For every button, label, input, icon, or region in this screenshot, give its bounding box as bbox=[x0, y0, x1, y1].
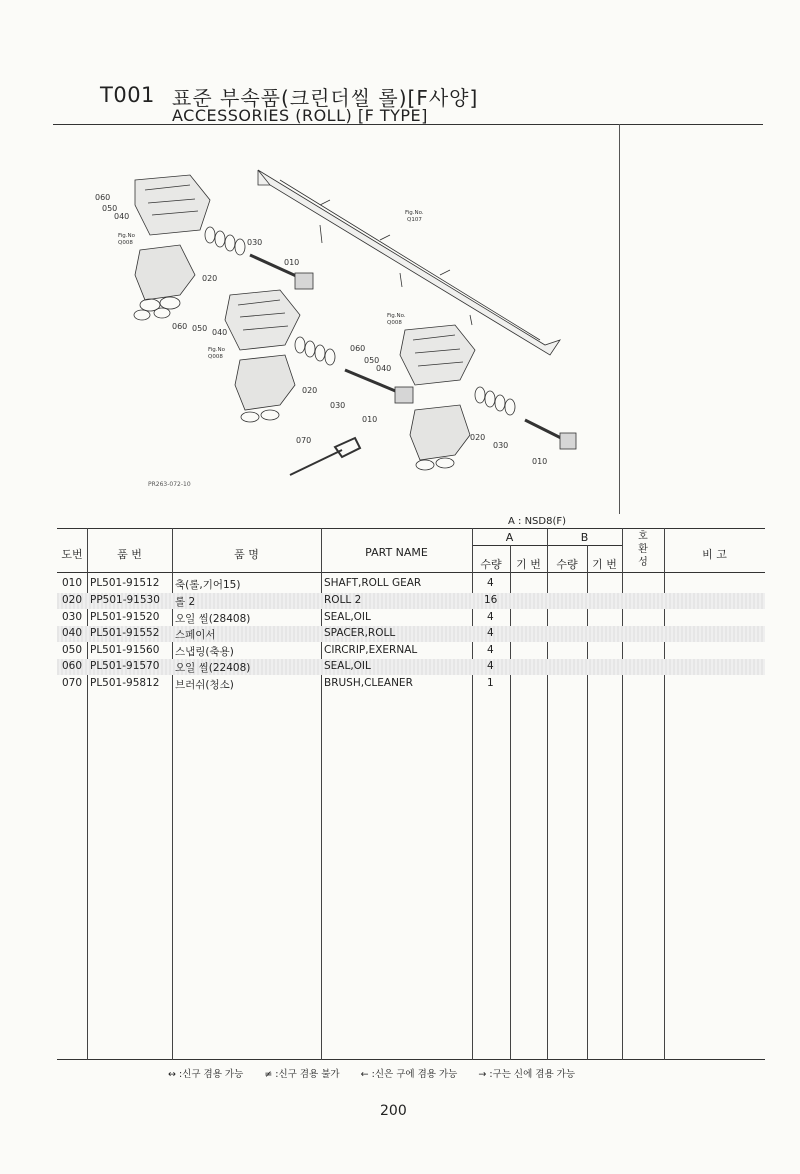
legend-item: ≠ :신구 겸용 불가 bbox=[264, 1069, 340, 1080]
table-row bbox=[57, 576, 765, 592]
col-header-group-b: B bbox=[580, 531, 589, 544]
callout-050-c: 050 bbox=[364, 356, 380, 365]
page-number: 200 bbox=[380, 1103, 407, 1119]
fig-ref-q008-c-number: Q008 bbox=[208, 354, 223, 360]
callout-010-b: 010 bbox=[362, 415, 378, 424]
col-header-name-ko: 품 명 bbox=[234, 548, 259, 561]
callout-050-b: 050 bbox=[192, 324, 208, 333]
page-title-english: ACCESSORIES (ROLL) [F TYPE] bbox=[172, 106, 428, 125]
callout-030-a: 030 bbox=[247, 238, 263, 247]
table-row bbox=[57, 659, 765, 675]
fig-ref-q008-b-label: Fig.No. bbox=[387, 313, 406, 319]
row-no: 060 bbox=[62, 660, 83, 672]
row-name-ko: 브러쉬(청소) bbox=[175, 679, 234, 691]
drawing-code: PR263-072-10 bbox=[148, 481, 191, 488]
fig-ref-q008-a-label: Fig.No bbox=[118, 233, 136, 239]
fig-ref-q008-c-label: Fig.No bbox=[208, 347, 226, 353]
col-header-part-name: PART NAME bbox=[365, 546, 428, 559]
callout-050-a: 050 bbox=[102, 204, 118, 213]
callout-040-a: 040 bbox=[114, 212, 130, 221]
row-part-name: BRUSH,CLEANER bbox=[324, 677, 413, 689]
catalog-code: T001 bbox=[100, 83, 155, 107]
page-title-korean: 표준 부속품(크린더씰 롤)[F사양] bbox=[172, 86, 479, 110]
callout-030-c: 030 bbox=[493, 441, 509, 450]
row-no: 010 bbox=[62, 577, 83, 589]
fig-ref-q008-a-number: Q008 bbox=[118, 240, 133, 246]
table-row bbox=[57, 643, 765, 659]
row-name-ko: 오일 씰(22408) bbox=[175, 662, 251, 674]
row-no: 050 bbox=[62, 644, 83, 656]
row-name-ko: 축(롤,기어15) bbox=[175, 579, 241, 591]
legend-item: ↔ :신구 겸용 가능 bbox=[168, 1069, 244, 1080]
row-qty-a: 16 bbox=[484, 594, 498, 606]
row-part-no: PL501-91552 bbox=[90, 627, 160, 639]
col-header-no: 도번 bbox=[61, 548, 83, 561]
col-header-base-a: 기 번 bbox=[516, 558, 541, 571]
row-qty-a: 4 bbox=[487, 627, 494, 639]
row-qty-a: 4 bbox=[487, 611, 494, 623]
table-row bbox=[57, 626, 765, 642]
fig-ref-q107-label: Fig.No. bbox=[405, 210, 424, 216]
callout-040-b: 040 bbox=[212, 328, 228, 337]
row-part-name: ROLL 2 bbox=[324, 594, 362, 606]
row-name-ko: 스냅링(축용) bbox=[175, 646, 234, 658]
row-part-no: PL501-91560 bbox=[90, 644, 160, 656]
interchangeability-legend bbox=[168, 1066, 648, 1080]
col-header-base-b: 기 번 bbox=[592, 558, 617, 571]
row-name-ko: 스페이서 bbox=[175, 629, 216, 641]
row-part-no: PL501-91520 bbox=[90, 611, 160, 623]
row-part-name: SEAL,OIL bbox=[324, 611, 371, 623]
col-header-part-no: 품 번 bbox=[117, 548, 142, 561]
callout-060-b: 060 bbox=[172, 322, 188, 331]
callout-040-c: 040 bbox=[376, 364, 392, 373]
callout-060-c: 060 bbox=[350, 344, 366, 353]
col-header-group-a: A bbox=[505, 531, 514, 544]
row-part-no: PL501-91512 bbox=[90, 577, 160, 589]
table-row bbox=[57, 593, 765, 609]
row-part-no: PP501-91530 bbox=[90, 594, 160, 606]
callout-020-b: 020 bbox=[302, 386, 318, 395]
row-part-name: CIRCRIP,EXERNAL bbox=[324, 644, 418, 656]
frame-rail bbox=[258, 170, 560, 355]
diagram-border-right bbox=[619, 124, 620, 514]
roll-module-2 bbox=[225, 290, 413, 422]
row-qty-a: 4 bbox=[487, 577, 494, 589]
header-rule bbox=[53, 124, 763, 125]
row-qty-a: 1 bbox=[487, 677, 494, 689]
fig-ref-q008-b-number: Q008 bbox=[387, 320, 402, 326]
row-name-ko: 오일 씰(28408) bbox=[175, 613, 251, 625]
parts-table bbox=[57, 528, 765, 1060]
callout-070: 070 bbox=[296, 436, 312, 445]
exploded-parts-diagram bbox=[80, 155, 600, 495]
callout-030-b: 030 bbox=[330, 401, 346, 410]
row-no: 070 bbox=[62, 677, 83, 689]
row-part-no: PL501-95812 bbox=[90, 677, 160, 689]
row-no: 040 bbox=[62, 627, 83, 639]
callout-060-a: 060 bbox=[95, 193, 111, 202]
col-header-qty-a: 수량 bbox=[480, 558, 502, 571]
row-name-ko: 롤 2 bbox=[175, 596, 196, 608]
col-header-remarks: 비 고 bbox=[702, 548, 727, 561]
col-header-interchange: 호 환 성 bbox=[638, 531, 648, 568]
row-part-no: PL501-91570 bbox=[90, 660, 160, 672]
col-header-qty-b: 수량 bbox=[556, 558, 578, 571]
row-no: 020 bbox=[62, 594, 83, 606]
legend-item: ← :신은 구에 겸용 가능 bbox=[360, 1069, 458, 1080]
fig-ref-q107-number: Q107 bbox=[407, 217, 422, 223]
row-no: 030 bbox=[62, 611, 83, 623]
row-part-name: SEAL,OIL bbox=[324, 660, 371, 672]
row-qty-a: 4 bbox=[487, 644, 494, 656]
callout-010-a: 010 bbox=[284, 258, 300, 267]
callout-010-c: 010 bbox=[532, 457, 548, 466]
table-row bbox=[57, 676, 765, 692]
callout-020-a: 020 bbox=[202, 274, 218, 283]
legend-item: → :구는 신에 겸용 가능 bbox=[478, 1069, 575, 1080]
callout-020-c: 020 bbox=[470, 433, 486, 442]
table-row bbox=[57, 610, 765, 626]
model-note: A : NSD8(F) bbox=[508, 516, 567, 527]
row-part-name: SPACER,ROLL bbox=[324, 627, 396, 639]
row-part-name: SHAFT,ROLL GEAR bbox=[324, 577, 422, 589]
row-qty-a: 4 bbox=[487, 660, 494, 672]
